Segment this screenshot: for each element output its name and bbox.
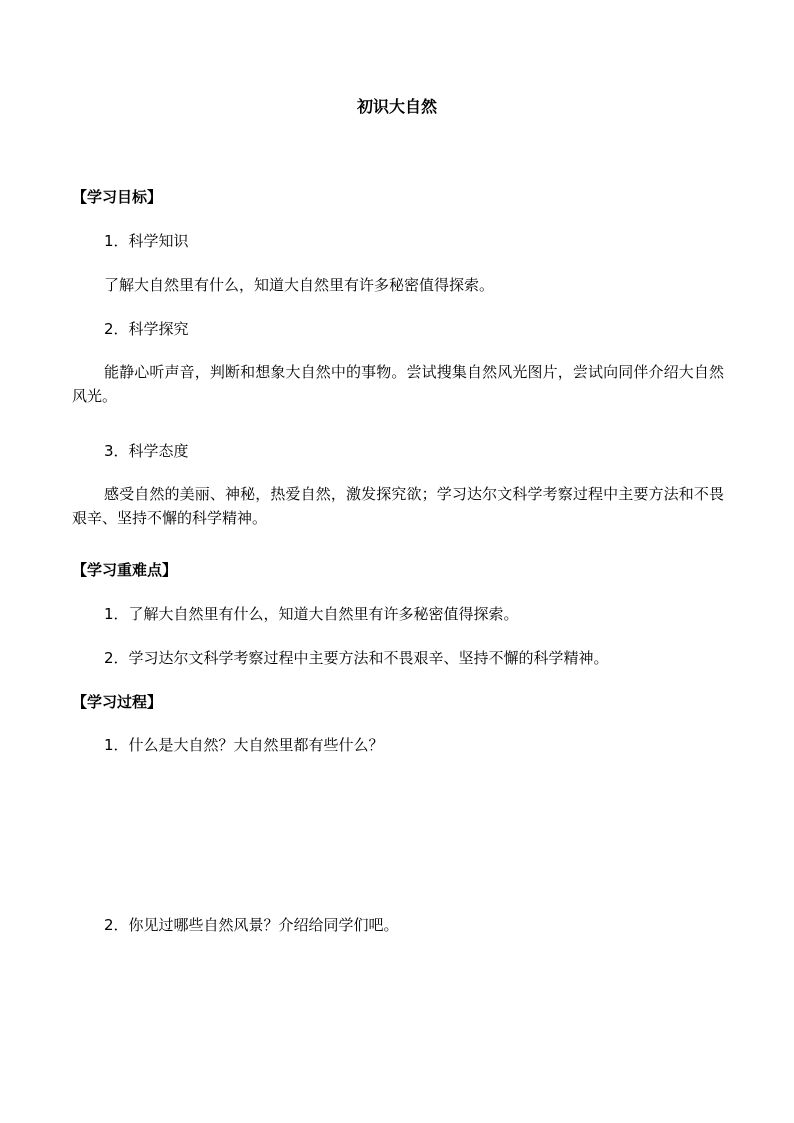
key-point-2: 2．学习达尔文科学考察过程中主要方法和不畏艰辛、坚持不懈的科学精神。 — [104, 649, 609, 667]
document-title: 初识大自然 — [356, 97, 437, 116]
goal-item-1-text: 了解大自然里有什么，知道大自然里有许多秘密值得探索。 — [104, 276, 495, 294]
goal-item-2-text: 能静心听声音，判断和想象大自然中的事物。尝试搜集自然风光图片，尝试向同伴介绍大自然风光。 — [72, 363, 724, 405]
goal-item-3-text: 感受自然的美丽、神秘，热爱自然，激发探究欲；学习达尔文科学考察过程中主要方法和不畏艰辛、坚持不懈的科学精神。 — [72, 485, 724, 527]
process-question-1: 1．什么是大自然？大自然里都有些什么？ — [104, 736, 384, 754]
goal-item-2-label: 2．科学探究 — [104, 320, 189, 338]
process-question-2: 2．你见过哪些自然风景？介绍给同学们吧。 — [104, 916, 399, 934]
section-heading-key-points: 【学习重难点】 — [72, 561, 178, 579]
section-heading-goals: 【学习目标】 — [72, 188, 163, 206]
goal-item-1-label: 1．科学知识 — [104, 232, 189, 250]
section-heading-process: 【学习过程】 — [72, 693, 163, 711]
goal-item-3-label: 3．科学态度 — [104, 442, 189, 460]
key-point-1: 1．了解大自然里有什么，知道大自然里有许多秘密值得探索。 — [104, 605, 519, 623]
